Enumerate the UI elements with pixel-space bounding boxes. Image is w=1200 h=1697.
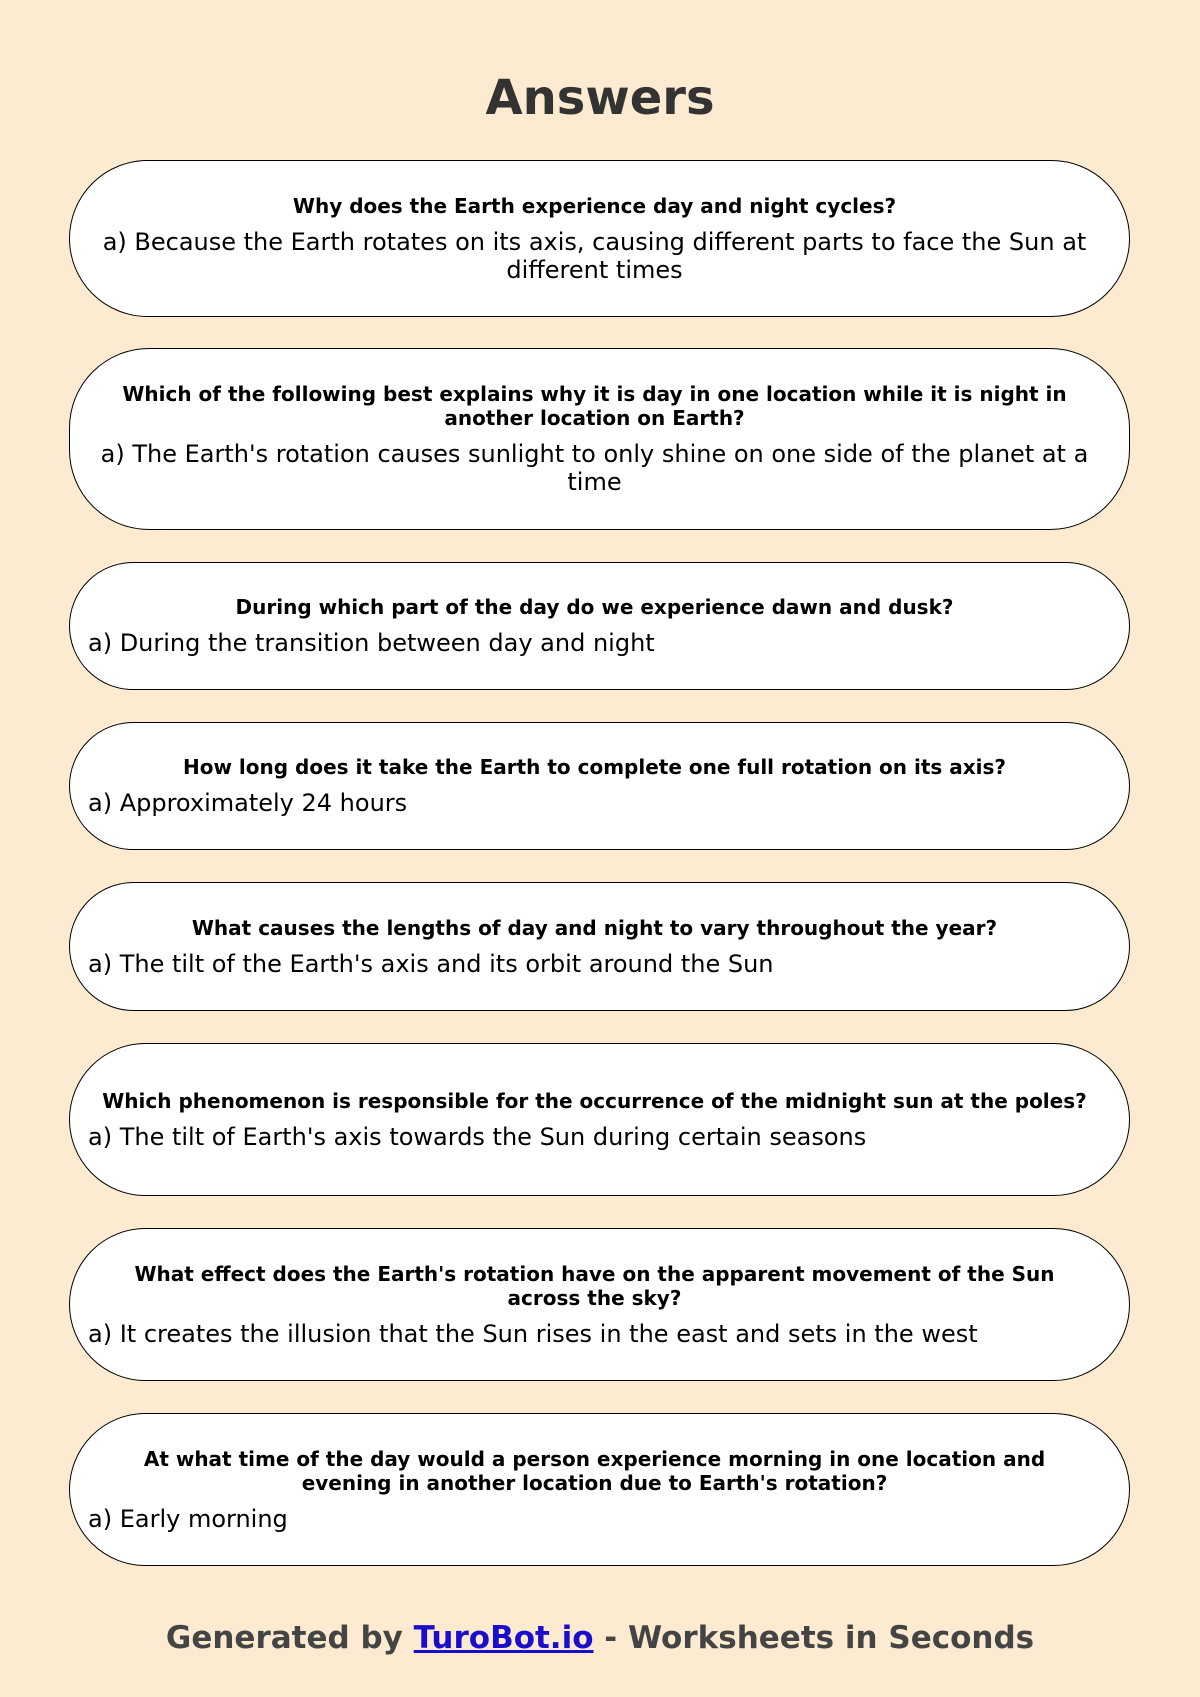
answer-text: a) During the transition between day and night bbox=[88, 629, 655, 657]
answer-text: a) Because the Earth rotates on its axis, causing different parts to face the Sun at different times bbox=[102, 227, 1087, 284]
answer-text: a) Approximately 24 hours bbox=[88, 789, 408, 817]
answer-card bbox=[69, 562, 1130, 690]
answer-card bbox=[69, 1413, 1130, 1566]
answer-card bbox=[69, 348, 1130, 530]
answer-text: a) The tilt of Earth's axis towards the Sun during certain seasons bbox=[88, 1122, 867, 1151]
answer-card bbox=[69, 882, 1130, 1011]
question-text: What causes the lengths of day and night to vary throughout the year? bbox=[191, 915, 998, 940]
question-text: At what time of the day would a person experience morning in one location and evening in another location due to Earth's rotation? bbox=[143, 1446, 1046, 1495]
answer-text: a) It creates the illusion that the Sun rises in the east and sets in the west bbox=[88, 1319, 978, 1348]
question-text: Which of the following best explains why it is day in one location while it is night in another location on Earth? bbox=[122, 382, 1067, 430]
question-text: Why does the Earth experience day and night cycles? bbox=[292, 193, 897, 218]
question-text: What effect does the Earth's rotation have on the apparent movement of the Sun across the sky? bbox=[134, 1261, 1055, 1310]
answer-card bbox=[69, 160, 1130, 317]
turobot-link[interactable]: TuroBot.io bbox=[413, 1620, 594, 1656]
page-title: Answers bbox=[485, 70, 715, 126]
answer-card bbox=[69, 1228, 1130, 1381]
answer-card bbox=[69, 1043, 1130, 1196]
answer-text: a) Early morning bbox=[88, 1504, 288, 1533]
question-text: During which part of the day do we experience dawn and dusk? bbox=[235, 595, 954, 619]
answer-text: a) The Earth's rotation causes sunlight to only shine on one side of the planet at a time bbox=[100, 440, 1089, 496]
footer-suffix: - Worksheets in Seconds bbox=[593, 1620, 1035, 1656]
question-text: Which phenomenon is responsible for the occurrence of the midnight sun at the poles? bbox=[102, 1088, 1087, 1113]
footer bbox=[0, 1618, 1200, 1658]
answer-card bbox=[69, 722, 1130, 850]
question-text: How long does it take the Earth to complete one full rotation on its axis? bbox=[183, 755, 1006, 779]
footer-prefix: Generated by bbox=[165, 1620, 414, 1656]
answer-text: a) The tilt of the Earth's axis and its orbit around the Sun bbox=[88, 949, 774, 978]
